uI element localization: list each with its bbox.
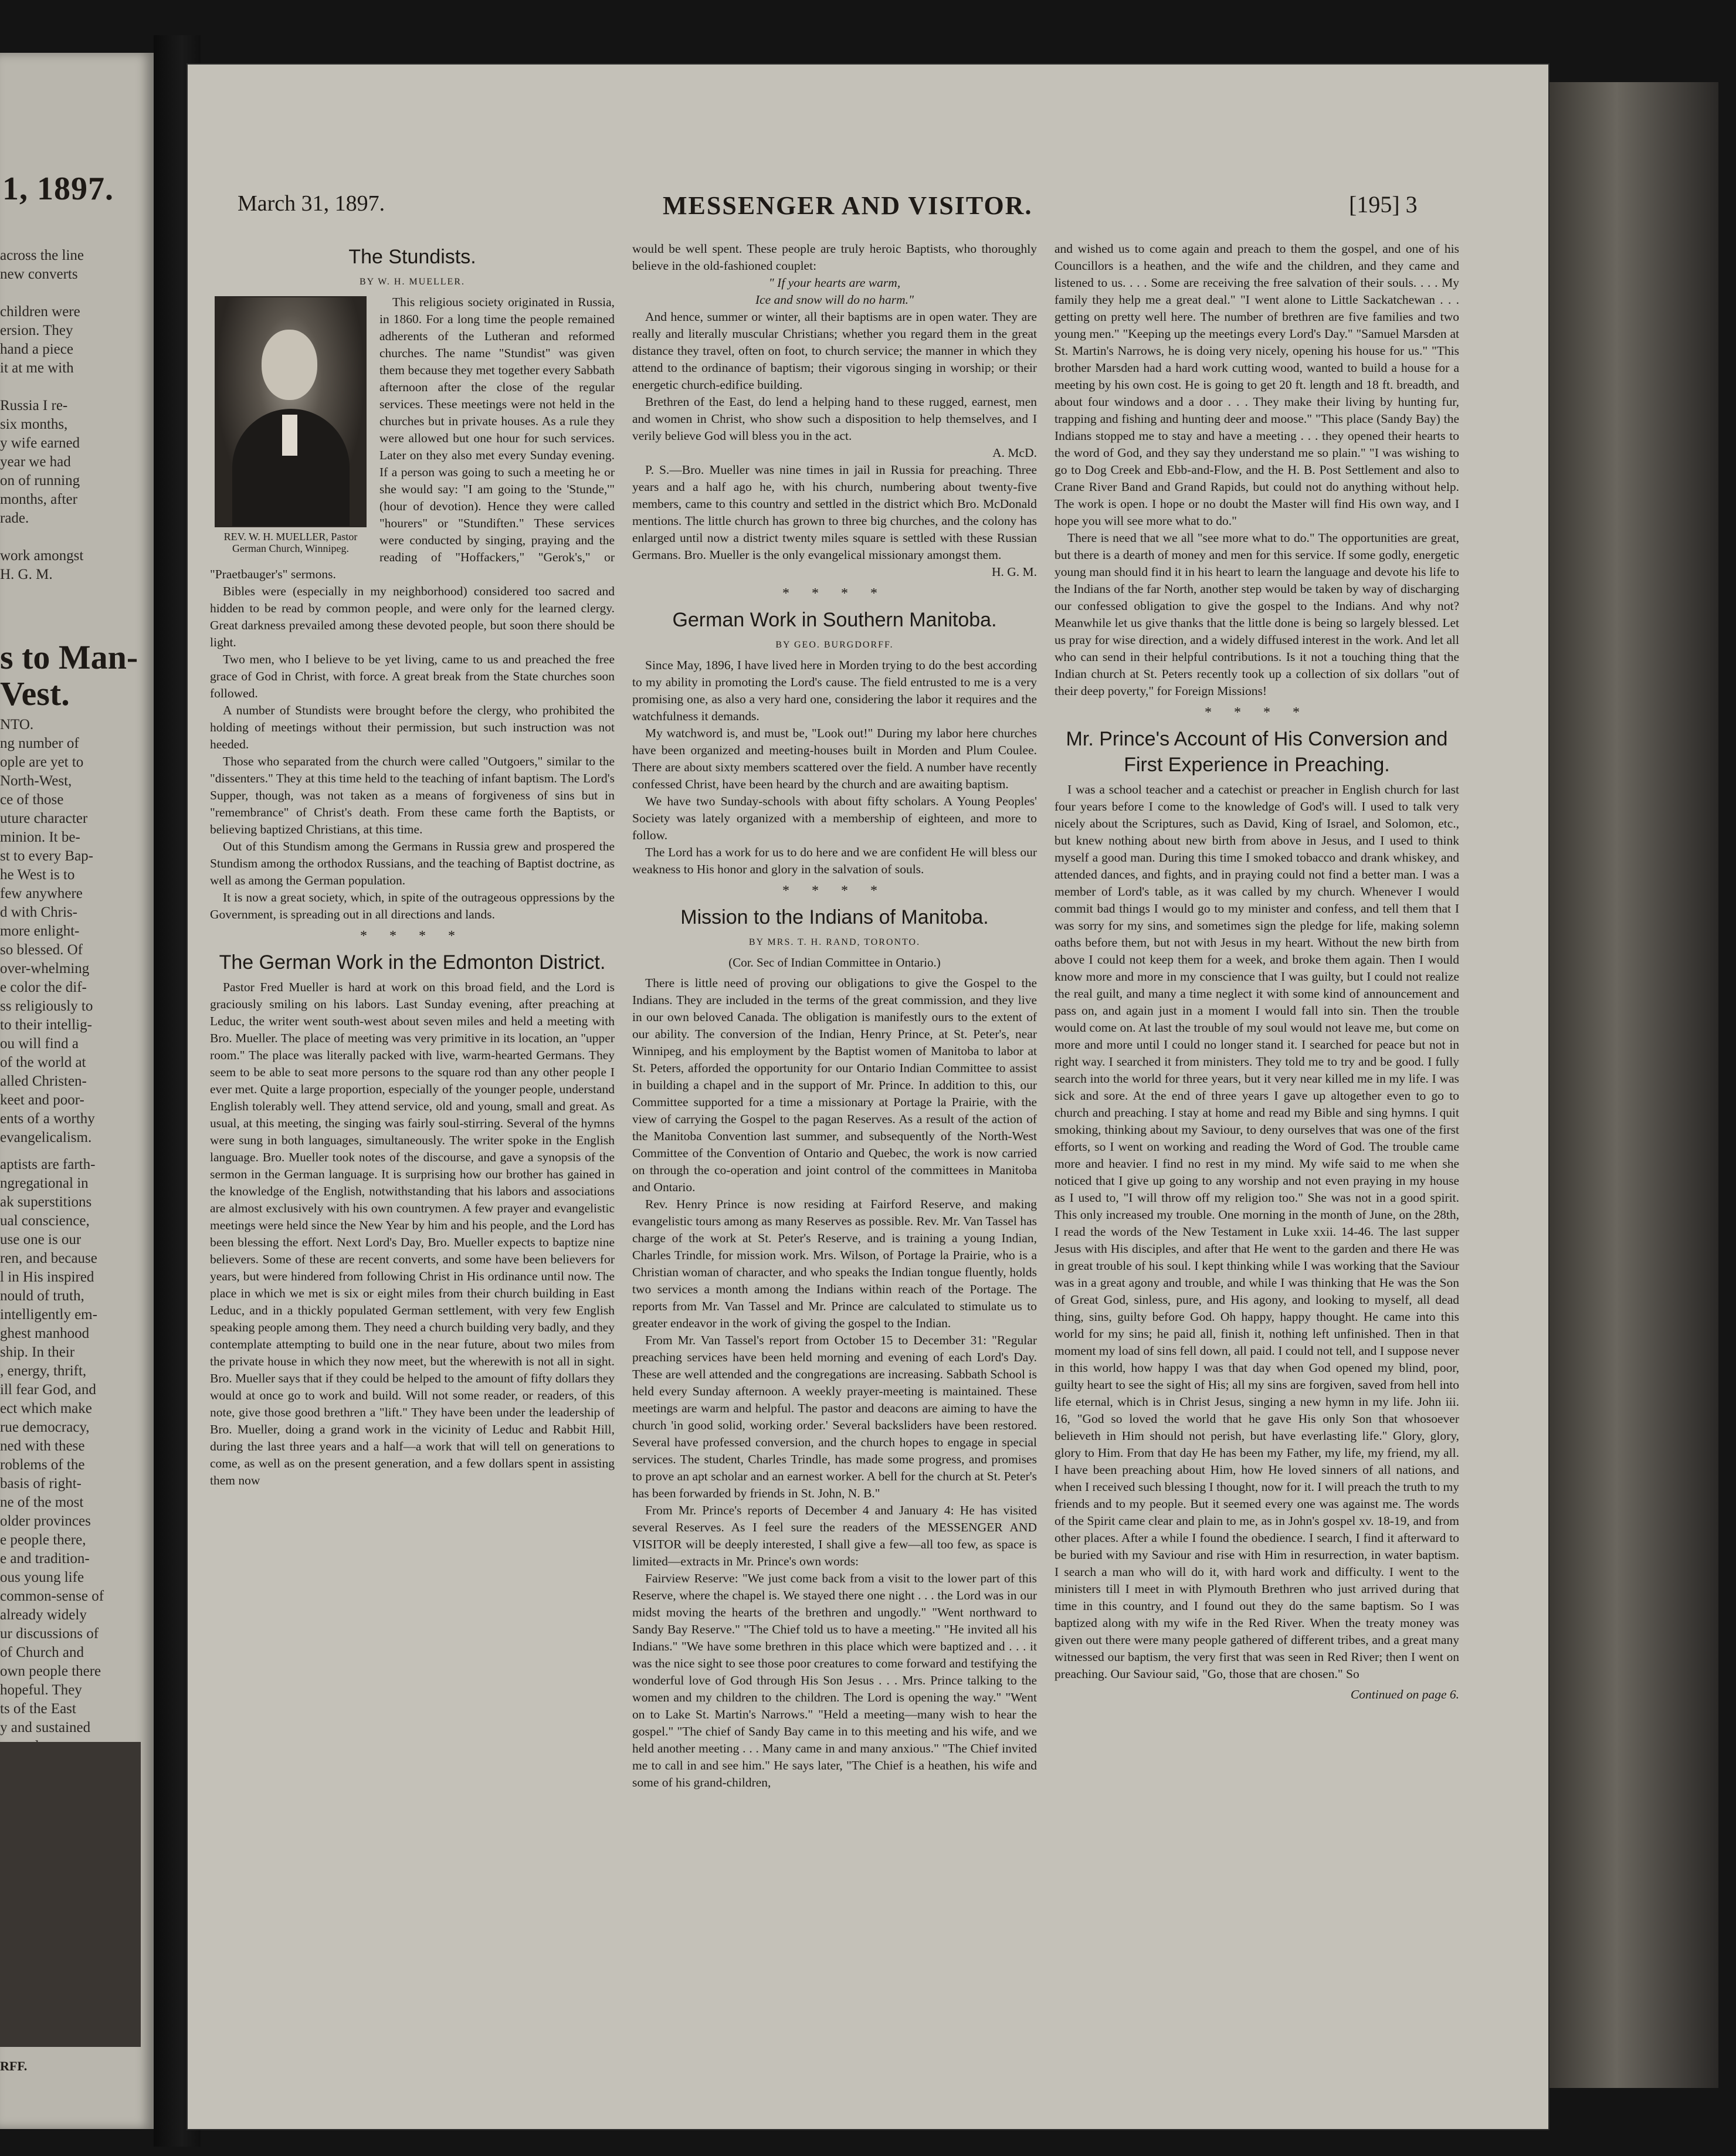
left-page-text-line: e and tradition- [0,1551,90,1567]
paragraph: would be well spent. These people are truly heroic Baptists, who thoroughly believe in the old-fashioned couplet: [632,242,1037,273]
paragraph: There is little need of proving our obligations to give the Gospel to the Indians. They are included in the terms of the great commission, and they live in our own beloved Canada. The obligation is manifestly ours to the extent of our ability. The conversion of the Indian, Henry Prince, at St. Peter's, near Winnipeg, and his employment by the Baptist women of Manitoba to labor at St. Peters, afforded the opportunity for our Ontario Indian Committee to assist in building a chapel and in the support of Mr. Prince. In addition to this, our Committee supported for a time a missionary at Portage la Prairie, with the view of carrying the Gospel to the pagan Reserves. As a result of the action of the Manitoba Convention last summer, and subsequently of the North-West Committee of the Convention of Ontario and Quebec, the work is now carried on through the co-operation and joint control of the committees in Manitoba and Ontario. [632,976,1037,1194]
left-page-text-line: ople are yet to [0,754,84,770]
left-page-text-line: months, after [0,491,77,507]
left-page-text-line: d with Chris- [0,904,77,920]
paragraph: There is need that we all "see more what to do." The opportunities are great, but there is a dearth of money and men for this service. If some godly, energetic young man should find it in his heart to learn the language and devote his life to the Indians of the far North, another step would be taken by way of discharging our confessed obligation to give the gospel to the Indians. And why not? Meanwhile let us give thanks that the little done is being so largely blessed. Let us pray for wise direction, and a widely diffused interest in the work. And let all who can send in their helpful contributions. Is it not a touching thing that the Indian church at St. Peters recently took up a collection of six dollars "out of their deep poverty," for Foreign Missions! [1055,531,1459,698]
left-page-text-line: ship. In their [0,1344,75,1360]
paragraph: And hence, summer or winter, all their baptisms are in open water. They are really and literally muscular Christians; whether you regard them in the great distance they travel, often on foot, to church service; the manner in which they attend to the ordinance of baptism; their vigorous singing in worship; or their energetic church-edifice building. [632,310,1037,392]
left-page-text-line: ous young life [0,1569,84,1585]
left-page-text-line: new converts [0,266,78,282]
left-page-text-line: on of running [0,473,80,489]
section-separator: * * * * [1205,705,1309,720]
left-page-text-line: ned with these [0,1438,85,1454]
left-page-text-line: across the line [0,248,84,263]
left-page-photo [0,1742,141,2047]
continued-note: Continued on page 6. [1350,1687,1459,1701]
left-page-text-line: keet and poor- [0,1092,84,1108]
left-page-text-low [0,1155,104,1775]
paragraph: My watchword is, and must be, "Look out!" During my labor here churches have been organized and meeting-houses built in Morden and Plum Coulee. There are about sixty members scattered over the field. A number have recently confessed Christ, have been heard by the church and are awaiting baptism. [632,726,1037,791]
left-page-date: 1, 1897. [2,171,114,207]
left-page-text-line: hopeful. They [0,1682,82,1698]
left-page-text-line: ngregational in [0,1175,89,1191]
paragraph: Brethren of the East, do lend a helping hand to these rugged, earnest, men and women in Christ, who show such a disposition to help themselves, and I verily believe God will bless you in the act. [632,395,1037,443]
left-page-text-line: six months, [0,416,68,432]
left-page-text-line: ce of those [0,792,64,808]
left-page-text-line: ill fear God, and [0,1382,96,1398]
page-date: March 31, 1897. [238,191,385,216]
left-page-text-line: e color the dif- [0,979,87,995]
byline: BY MRS. T. H. RAND, TORONTO. [748,937,921,947]
left-page-text-line: ren, and because [0,1250,97,1266]
byline: BY GEO. BURGDORFF. [775,640,894,650]
article-title-indians: Mission to the Indians of Manitoba. [680,906,989,928]
left-page-text-line: st to every Bap- [0,848,93,864]
left-page-text-line: to their intellig- [0,1017,92,1033]
left-page-heading [0,639,138,712]
left-page-text-line: ts of the East [0,1701,76,1717]
byline: BY W. H. MUELLER. [359,277,466,287]
paragraph: From Mr. Van Tassel's report from October 15 to December 31: "Regular preaching services have been held morning and evening of each Lord's Day. These are well attended and the congregations are increasing. Sabbath School is held every Sunday afternoon. A weekly prayer-meeting is maintained. These meetings are warm and helpful. The pastor and deacons are aiming to have the church 'in good solid, working order.' Several backsliders have been restored. Several have professed conversion, and the church hopes to engage in special services. The student, Charles Trindle, has made some progress, and promises to prove an apt scholar and an earnest worker. A bell for the church at St. Peter's has been forwarded by friends in St. John, N. B." [632,1333,1037,1500]
paragraph: Fairview Reserve: "We just come back from a visit to the lower part of this Reserve, where the chapel is. We stayed there one night . . . the Lord was in our midst moving the hearts of the brethren and ungodly." "Went northward to Sandy Bay Reserve." "The Chief told us to have a meeting." "He invited all his Indians." "We have some brethren in this place which were baptized and . . . it was the nice sight to see those poor creatures to come forward and testifying the wonderful love of God through His Son Jesus . . . Mrs. Prince talking to the women and my children to the children. The Lord is opening the way." "Went on to Lake St. Martin's Narrows." "Held a meeting—many wish to hear the gospel." "The chief of Sandy Bay came in to this meeting and his wife, and we held another meeting . . . Many came in and many anxious." "The Chief invited me to call in and see him." He says later, "The Chief is a heathen, his wife and some of his grand-children, [632,1571,1037,1789]
left-page-text-line: own people there [0,1663,101,1679]
left-page-text-line: Russia I re- [0,398,68,413]
left-page-text-line: of Church and [0,1645,84,1660]
left-page-text-line: so blessed. Of [0,942,83,958]
left-page-text-line: ual conscience, [0,1213,90,1229]
left-page-text-line: ur discussions of [0,1626,99,1642]
paragraph: I was a school teacher and a catechist or preacher in English church for last four years before I come to the knowledge of God's will. I used to talk very nicely about the Scriptures, such as David, King of Israel, and Solomon, etc., but knew nothing about new birth from above in Jesus, and I used to think myself a good man. During this time I smoked tobacco and drank whiskey, and attended dances, and fights, and in praying could not find a better man. I was a member of Lord's table, as it was called by my church. Whenever I would commit bad things I would go to my minister and confess, and tell them that I was sorry for my sins, and sometimes sign the pledge for life, making solemn oaths before them, but not with Jesus in my heart. Without the new birth from above I could not keep them for a week, and broke them again. Then I would know more and more in my conscience that I was guilty, but I could not realize the real guilt, and many a time neglect it with some kind of announcement and pass on, and again just in a moment I would fall into sin. Then the trouble would come on. At last the trouble of my soul would not leave me, but come on more and more until I could no longer stand it. I searched for peace but not in right way. I searched it from ministers. They told me to try and be good. I fully search into the world for three years, but it very near killed me in my life. I was sick and sore. At the end of three years I gave up altogether even to go to church and preaching. I stay at home and read my Bible and sing hymns. I quit smoking, thinking about my Saviour, to deny ourselves that was one of the first efforts, so I went on working and reading the Word of God. The trouble came more and heavier. I find no rest in my mind. My wife said to me when she noticed that I give up going to any worship and not even praying in my house as I used to, "I will throw off my religion too." She was not in a good spirit. This only increased my trouble. One morning in the month of June, on the 28th, I read the words of the New Testament in Luke xxii. 14-46. The last supper Jesus with His disciples, and after that He went to the garden and there He was in great trouble of his soul. I kept thinking while I was working that the Saviour was in a great agony and trouble, and while I was thinking that He was the Son of Great God, sinless, pure, and His agony, and looking to myself, all dead thing, sins, guilty before God. Oh happy, happy thought. He came into this world for my sins; he paid all, finish it, nothing left unfinished. Then in that moment my load of sins fell down, all paid. I could not tell, and I suppose never in this world, how happy I was that day when God opened my blind, poor, guilty heart to see the sight of His; all my sins are forgiven, saved from hell into life eternal, which is in Christ Jesus, singing a new hymn in my life. John iii. 16, "God so loved the world that he gave His only Son that whosoever believeth in Him should not perish, but have everlasting life." Glory, glory, glory to Him. From that day He has been my Father, my life, my friend, my all. I have been preaching about Him, how He loved sinners of all nations, and when I received such blessing I thought, now for it. I will preach the truth to my friends and to my people. But it seemed every one was against me. The words of the Spirit came clear and plain to me, as in John's gospel xv. 18-19, and from other places. After a while I found the obedience. I search, I find it afterward to be buried with my Saviour and rise with Him in resurrection, in water baptism. I search a man who will do it, with hard work and difficulty. I went to the ministers till I meet in with Plymouth Brethren who just arrived during that time in this country, and I found out they do the same baptism. So I was baptized along with my wife in the Red River. When the treaty money was given out there were many people gathered of different tribes, and a great many witnessed our baptism, the very first that was seen in Red River; then I went on preaching. Our Saviour said, "Go, those that are chosen." So [1055,782,1459,1681]
left-page-text-line: North-West, [0,773,72,789]
left-page-text-line: over-whelming [0,961,90,977]
paragraph: A number of Stundists were brought before the clergy, who prohibited the holding of meetings without their permission, but such instruction was not heeded. [210,703,615,751]
paragraph: Rev. Henry Prince is now residing at Fairford Reserve, and making evangelistic tours among as many Reserves as possible. Rev. Mr. Van Tassel has charge of the work at St. Peter's Reserve, and is training a young Indian, Charles Trindle, for mission work. Mrs. Wilson, of Portage la Prairie, who is a Christian woman of character, and who speaks the Indian tongue fluently, holds two services a month among the Indians within reach of the Portage. The reports from Mr. Van Tassel and Mr. Prince are calculated to stimulate us to greater endeavor in the work of giving the gospel to the Indian. [632,1197,1037,1330]
paragraph: Since May, 1896, I have lived here in Morden trying to do the best according to my ability in promoting the Lord's cause. The field entrusted to me is a very promising one, as also a very hard one, considering the labor it requires and the watchfulness it demands. [632,658,1037,723]
left-page-text-line: y wife earned [0,435,80,451]
left-page-text-line [0,528,84,547]
left-page-text-line: ss religiously to [0,998,93,1014]
left-page-text-line: e people there, [0,1532,86,1548]
left-page-text-line: more enlight- [0,923,80,939]
verse-line: " If your hearts are warm, [768,276,901,290]
left-page-text-line: ak superstitions [0,1194,92,1210]
left-page-text-line: nould of truth, [0,1288,84,1304]
left-page-text-line: intelligently em- [0,1307,97,1323]
paragraph: From Mr. Prince's reports of December 4 and January 4: He has visited several Reserves. As I feel sure the readers of the MESSENGER AND VISITOR will be deeply interested, I shall give a few—all too few, as space is limited—extracts in Mr. Prince's own words: [632,1503,1037,1568]
portrait-caption: REV. W. H. MUELLER, Pastor German Church, Winnipeg. [223,531,358,554]
left-page-text-line: ersion. They [0,323,73,338]
left-page-text-line: common-sense of [0,1588,104,1604]
paragraph: Pastor Fred Mueller is hard at work on this broad field, and the Lord is graciously smiling on his labors. Last Sunday evening, after preaching at Leduc, the writer went south-west about seven miles and held a meeting with Bro. Mueller. The place of meeting was very primitive in its location, an "upper room." The place was literally packed with live, warm-hearted Germans. They seem to be able to seat more persons to the square rod than any other people I ever met. Quite a large proportion, especially of the younger people, understand English tolerably well. They attend service, old and young, small and great. As usual, at this meeting, the singing was fairly soul-stirring. Several of the hymns were sung in both languages, simultaneously. The writer spoke in the English language. Bro. Mueller took notes of the discourse, and gave a synopsis of the sermon in the German language. It is surprising how our brother has gained in the knowledge of the English, notwithstanding that his labors and associations are almost exclusively with his own countrymen. A few prayer and evangelistic meetings were held since the New Year by him and his people, and the Lord has been blessing the effort. Next Lord's Day, Bro. Mueller expects to baptize nine believers. Some of these are recent converts, and some have been believers for years, but were hindered from following Christ in His ordinance until now. The place in which we met is six or eight miles from their church building in East Leduc, and in a thickly populated German settlement, with very few English speaking people among them. They need a church building very badly, and they contemplate attempting to build one in the near future, about two miles from the private house in which they now meet, but the wherewith is not all in sight. Bro. Mueller says that if they could be helped to the amount of fifty dollars they would at once go to work and build. Will not some reader, or readers, of this note, give those good brethren a "lift." They have been under the leadership of Bro. Mueller, doing a grand work in the vicinity of Leduc and Rabbit Hill, during the last three years and a half—a work that will tell on generations to come, as well as on the present generation, and a few dollars spent in assisting them now [210,980,615,1487]
left-page-text-line: already widely [0,1607,87,1623]
left-page-caption: RFF. [0,2059,28,2073]
left-page-text-line: basis of right- [0,1476,82,1491]
paragraph: It is now a great society, which, in spite of the outrageous oppressions by the Government, is spreading out in all directions and lands. [210,890,615,921]
left-page-text-line: ne of the most [0,1494,84,1510]
section-separator: * * * * [782,586,887,601]
signature: A. McD. [992,446,1037,460]
left-page-text-top [0,246,84,584]
left-page-text-line: uture character [0,811,88,826]
subtitle: (Cor. Sec of Indian Committee in Ontario.) [728,955,941,969]
paragraph: This religious society originated in Russia, in 1860. For a long time the people remained adherents of the Lutheran and reformed churches. The name "Stundist" was given them because they met together every Sabbath afternoon after the close of the regular services. These meetings were not held in the churches but in private houses. As a rule they were allowed but one hour for such services. Later on they also met every Sunday evening. If a person was going to such a meeting he or she would say: "I am going to the 'Stunde,'" (hour of devotion). Hence they were called "hourers" or "Stundiften." These services were conducted by singing, praying and the reading of "Hoffackers," "Gerok's," or "Praetbauger's" sermons. [210,295,615,581]
left-page-text-line: , energy, thrift, [0,1363,87,1379]
article-title-edmonton: The German Work in the Edmonton District. [219,951,606,974]
verse-line: Ice and snow will do no harm." [755,293,914,307]
left-page-text-line: few anywhere [0,886,83,901]
article-title-manitoba: German Work in Southern Manitoba. [672,609,997,631]
left-page-text-line: of the world at [0,1055,86,1070]
article-title-stundists: The Stundists. [348,246,476,268]
left-page-text-line: ents of a worthy [0,1111,95,1127]
left-page-text-line: H. G. M. [0,567,53,582]
left-page-text-line: aptists are farth- [0,1157,96,1172]
paragraph: Out of this Stundism among the Germans in Russia grew and prospered the Stundism among the orthodox Russians, and the teaching of Baptist doctrine, as well as among the German population. [210,839,615,887]
left-page-text-mid [0,716,95,1147]
column-3 [1055,240,1459,2059]
article-title-prince: Mr. Prince's Account of His Conversion and First Experience in Preaching. [1066,728,1448,776]
paragraph: Bibles were (especially in my neighborhood) considered too sacred and hidden to be read by common people, and were only for the learned clergy. Great darkness prevailed among these devoted people, but soon there should be light. [210,584,615,649]
paragraph: and wished us to come again and preach to them the gospel, and one of his Councillors is a heathen, and the wife and the children, and they came and listened to us. . . . Some are receiving the free salvation of their souls. . . . My family they help me a great deal." "I went alone to Little Sackatchewan . . . getting on pretty well here. The number of brethren are five families and two young men." "Keeping up the meetings every Lord's Day." "Samuel Marsden at St. Martin's Narrows, he is doing very nicely, opening his house for us." "This brother Marsden had a hard work cutting wood, wanted to build a house for a meeting by his own cost. He is going to get 20 ft. length and 18 ft. breadth, and about four windows and a door . . . They make their living by hunting fur, trapping and fishing and hunting deer and moose." "This place (Sandy Bay) the Indians stopped me to stay and have a meeting . . . they opened their hearts to the word of God, and they say they understand me so plain." "I was wishing to go to Dog Creek and Ebb-and-Flow, and the H. B. Post Settlement and also to Crane River Band and Grand Rapids, but could not do anything without help. The work is open. I hope or no doubt the Master will find His own way, and I hope you will see more what to do." [1055,242,1459,528]
signature: H. G. M. [991,565,1037,579]
page-number: [195] 3 [1349,191,1418,218]
left-page-text-line: hand a piece [0,341,73,357]
left-page-text-line: it at me with [0,360,74,376]
left-page-text-line: rade. [0,510,29,526]
left-facing-page [0,53,154,2129]
left-page-heading-line: Vest. [0,674,70,713]
section-separator: * * * * [360,928,464,944]
left-page-text-line: older provinces [0,1513,91,1529]
paragraph: We have two Sunday-schools with about fifty scholars. A Young Peoples' Society was lately organized with a membership of eighteen, and more to follow. [632,794,1037,842]
paragraph: Two men, who I believe to be yet living, came to us and preached the free grace of God in Christ, with force. A great break from the State churches soon followed. [210,652,615,700]
left-page-text-line: y and sustained [0,1720,91,1735]
left-page-text-line: ou will find a [0,1036,79,1052]
left-page-text-line [0,378,84,396]
left-page-text-line: alled Christen- [0,1073,87,1089]
paragraph: Those who separated from the church were called "Outgoers," similar to the "dissenters." They at this time held to the teaching of infant baptism. The Lord's Supper, though, was not taken as a means of forgiveness of sins but in "remembrance" of Christ's death. From these came forth the Baptists, or believing baptized Christians, at this time. [210,754,615,836]
left-page-text-line: ghest manhood [0,1326,90,1341]
left-page-text-line: minion. It be- [0,829,80,845]
masthead-title: MESSENGER AND VISITOR. [663,191,1033,220]
left-page-text-line [0,284,84,303]
portrait-photo [215,296,367,527]
page-stack-edge [1548,82,1718,2088]
left-page-text-line: ng number of [0,735,79,751]
left-page-text-line: use one is our [0,1232,82,1248]
column-1 [210,240,615,2059]
section-separator: * * * * [782,883,887,899]
left-page-text-line: he West is to [0,867,75,883]
left-page-text-line: children were [0,304,80,320]
left-page-heading-line: s to Man- [0,638,138,676]
paragraph: The Lord has a work for us to do here and we are confident He will bless our weakness to His honor and glory in the salvation of souls. [632,845,1037,876]
left-page-text-line: rue democracy, [0,1419,90,1435]
left-page-text-line: work amongst [0,548,84,564]
column-2 [632,240,1037,2059]
left-page-text-line: roblems of the [0,1457,85,1473]
left-page-text-line: year we had [0,454,71,470]
left-page-text-line: l in His inspired [0,1269,94,1285]
portrait-figure [210,294,371,554]
left-page-text-line: NTO. [0,717,34,733]
left-page-text-line: ect which make [0,1401,92,1416]
left-page-text-line: evangelicalism. [0,1130,92,1145]
paragraph: P. S.—Bro. Mueller was nine times in jail in Russia for preaching. Three years and a half ago he, with his church, numbering about twenty-five members, came to this country and settled in the district which Bro. McDonald mentions. The little church has grown to three big churches, and the colony has enlarged until now a district twenty miles square is settled with these Russian Germans. Bro. Mueller is the only evangelical missionary amongst them. [632,463,1037,562]
